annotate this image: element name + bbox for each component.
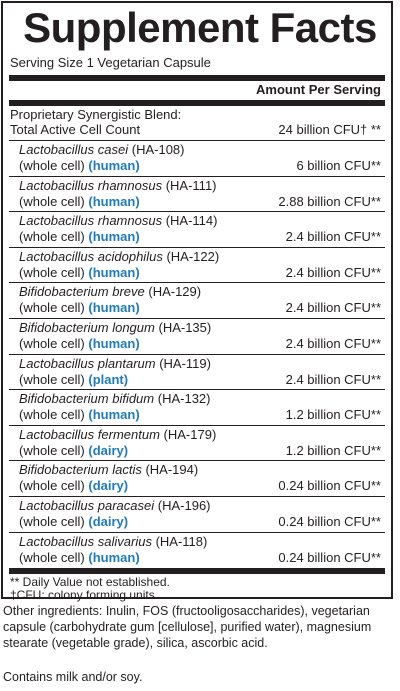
- strain-amount: 0.24 billion CFU**: [278, 514, 381, 529]
- strain-detail-line: [19, 265, 140, 281]
- allergen-statement: Contains milk and/or soy.: [3, 670, 143, 684]
- strain-source: (human): [88, 300, 140, 316]
- strain-cell-type: (whole cell): [19, 442, 85, 458]
- strain-species: Lactobacillus casei: [19, 142, 129, 157]
- strain-code: (HA-194): [145, 462, 199, 478]
- strain-amount: 2.4 billion CFU**: [285, 336, 381, 351]
- strain-name-line: [19, 213, 217, 229]
- strain-species: Lactobacillus fermentum: [19, 426, 160, 442]
- other-ingredients: Other ingredients: Inulin, FOS (fructooligosaccharides), vegetarian capsule (carbohydrate gum [cellulose], purified water), magnesium stearate (vegetable grade), silica, ascorbic acid.: [3, 604, 372, 650]
- strain-name-line: [19, 320, 211, 336]
- strain-code: (HA-122): [166, 248, 220, 264]
- strain-name-line: [19, 249, 219, 265]
- strain-detail-line: [19, 229, 140, 245]
- strain-source: (human): [88, 336, 140, 351]
- footnote-cfu: †CFU: colony forming units: [10, 588, 155, 602]
- strain-species: Lactobacillus rhamnosus: [19, 177, 163, 193]
- strain-row: [9, 460, 385, 495]
- strain-code: (HA-118): [155, 533, 208, 549]
- strain-cell-type: (whole cell): [19, 229, 85, 245]
- strain-amount: 0.24 billion CFU**: [278, 478, 381, 494]
- strain-code: (HA-179): [163, 426, 217, 442]
- strain-name-line: [19, 284, 201, 300]
- strain-cell-type: (whole cell): [19, 193, 85, 209]
- strain-species: Lactobacillus paracasei: [19, 498, 155, 513]
- strain-name-line: [19, 462, 198, 478]
- strain-detail-line: [19, 372, 128, 388]
- strain-row: [9, 389, 385, 424]
- strain-species: Bifidobacterium lactis: [19, 462, 142, 478]
- strain-code: (HA-135): [158, 320, 212, 335]
- strain-code: (HA-108): [131, 142, 185, 157]
- panel-title: Supplement Facts: [23, 4, 377, 51]
- strain-species: Lactobacillus plantarum: [19, 355, 156, 371]
- strain-cell-type: (whole cell): [19, 158, 85, 173]
- strain-source: (human): [88, 407, 140, 423]
- blend-label-line2: Total Active Cell Count: [10, 122, 141, 137]
- serving-size: Serving Size 1 Vegetarian Capsule: [10, 55, 211, 70]
- strain-amount: 6 billion CFU**: [296, 158, 381, 173]
- strain-amount: 2.4 billion CFU**: [285, 300, 381, 316]
- blend-label-line1: Proprietary Synergistic Blend:: [10, 107, 182, 122]
- strain-detail-line: [19, 407, 140, 423]
- strain-cell-type: (whole cell): [19, 371, 85, 387]
- strain-source: (human): [88, 229, 140, 245]
- strain-name-line: [19, 142, 185, 158]
- amount-per-serving-header: Amount Per Serving: [256, 82, 381, 97]
- strain-name-line: [19, 391, 211, 407]
- strain-source: (human): [88, 264, 140, 280]
- strain-detail-line: [19, 550, 140, 566]
- strain-row: [9, 354, 385, 389]
- strain-species: Bifidobacterium longum: [19, 320, 155, 335]
- strain-amount: 0.24 billion CFU**: [278, 549, 381, 565]
- strain-row: [9, 318, 385, 353]
- supplement-facts-panel: [1, 1, 393, 602]
- strain-species: Bifidobacterium bifidum: [19, 391, 155, 407]
- strain-source: (plant): [88, 371, 129, 387]
- strain-detail-line: [19, 194, 140, 210]
- strain-amount: 1.2 billion CFU**: [285, 407, 381, 423]
- strain-source: (human): [88, 158, 140, 173]
- strain-code: (HA-129): [148, 284, 202, 300]
- strain-source: (dairy): [88, 442, 129, 458]
- thick-rule-top: [9, 75, 385, 81]
- strain-species: Lactobacillus rhamnosus: [19, 213, 163, 229]
- strain-row: [9, 176, 385, 211]
- blend-value: 24 billion CFU† **: [278, 122, 381, 137]
- strain-row: [9, 496, 385, 531]
- strain-source: (human): [88, 549, 140, 565]
- strain-detail-line: [19, 514, 128, 530]
- strain-cell-type: (whole cell): [19, 300, 85, 316]
- strain-source: (human): [88, 193, 140, 209]
- strain-detail-line: [19, 158, 140, 174]
- strain-code: (HA-196): [157, 498, 211, 513]
- strain-detail-line: [19, 300, 140, 316]
- strain-detail-line: [19, 443, 128, 459]
- strain-name-line: [19, 178, 217, 194]
- strain-detail-line: [19, 478, 128, 494]
- strain-species: Lactobacillus acidophilus: [19, 248, 163, 264]
- thick-rule-bottom: [9, 568, 385, 574]
- strain-detail-line: [19, 336, 140, 352]
- strain-amount: 2.4 billion CFU**: [285, 371, 381, 387]
- strain-row: [9, 425, 385, 460]
- strain-code: (HA-114): [165, 213, 218, 229]
- strain-amount: 2.4 billion CFU**: [285, 264, 381, 280]
- strain-cell-type: (whole cell): [19, 264, 85, 280]
- strain-name-line: [19, 534, 207, 550]
- footnote-daily-value: ** Daily Value not established.: [10, 575, 170, 589]
- strain-species: Lactobacillus salivarius: [19, 533, 152, 549]
- strain-species: Bifidobacterium breve: [19, 284, 145, 300]
- strain-row: [9, 211, 385, 246]
- strain-code: (HA-111): [165, 177, 217, 193]
- strain-amount: 2.4 billion CFU**: [285, 229, 381, 245]
- thick-rule-header: [9, 100, 385, 106]
- strain-name-line: [19, 498, 211, 514]
- strain-row: [9, 282, 385, 317]
- strain-amount: 2.88 billion CFU**: [278, 193, 381, 209]
- strain-row: [9, 532, 385, 567]
- strain-code: (HA-132): [157, 391, 211, 407]
- strain-cell-type: (whole cell): [19, 336, 85, 351]
- strain-name-line: [19, 427, 216, 443]
- strain-source: (dairy): [88, 478, 129, 494]
- strain-row: [9, 247, 385, 282]
- strain-name-line: [19, 356, 211, 372]
- strain-cell-type: (whole cell): [19, 549, 85, 565]
- strain-source: (dairy): [88, 514, 129, 529]
- strain-code: (HA-119): [159, 355, 211, 371]
- strain-row: [9, 140, 385, 175]
- strain-cell-type: (whole cell): [19, 478, 85, 494]
- strain-cell-type: (whole cell): [19, 407, 85, 423]
- strain-cell-type: (whole cell): [19, 514, 85, 529]
- strain-amount: 1.2 billion CFU**: [285, 442, 381, 458]
